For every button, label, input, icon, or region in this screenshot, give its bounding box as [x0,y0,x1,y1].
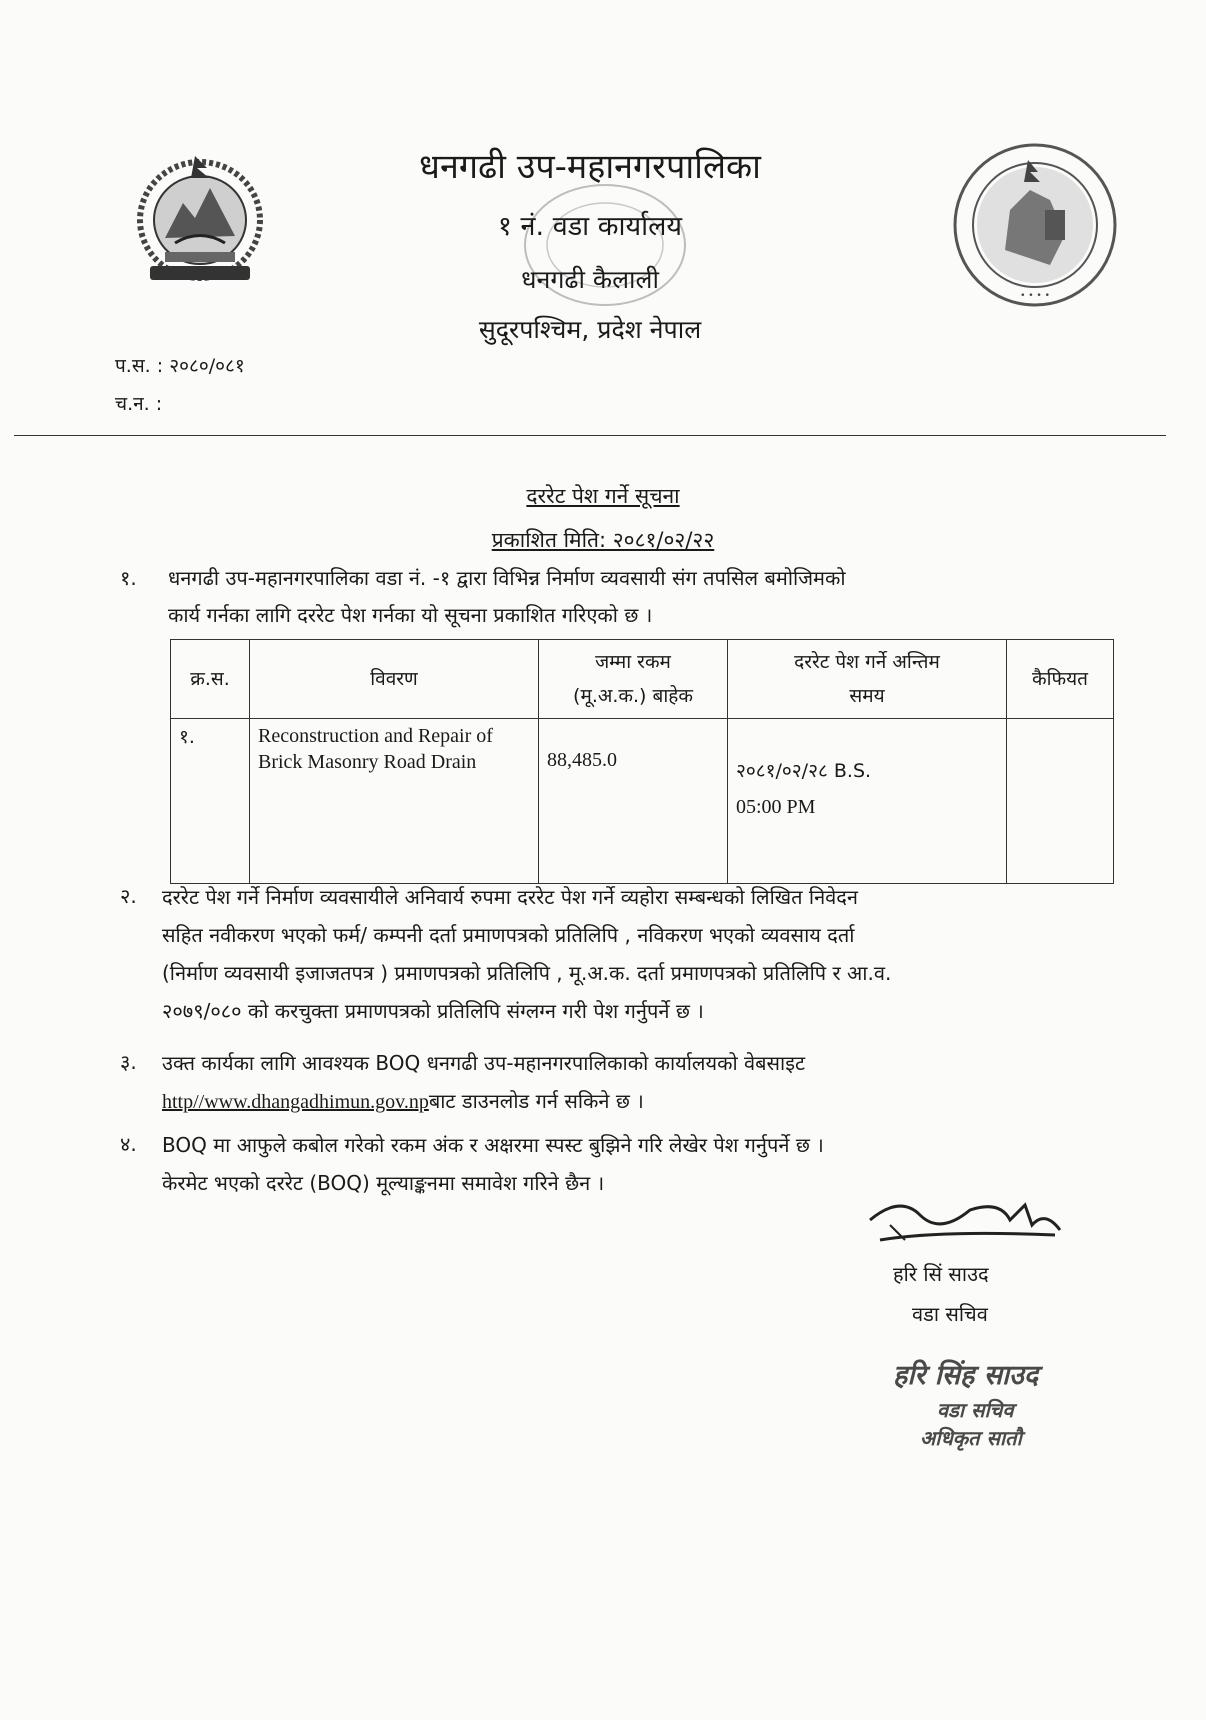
paragraph-number: ३. [120,1050,137,1074]
col-header-deadline-line: दररेट पेश गर्ने अन्तिम [794,651,940,673]
paragraph-1 [120,560,1110,640]
signatory-designation: वडा सचिव [912,1302,988,1326]
table-header-row [171,640,1114,719]
municipality-seal [950,140,1120,310]
published-date: प्रकाशित मिति: २०८१/०२/२२ [491,528,715,552]
tender-table [170,639,1114,884]
col-header-amount [539,640,728,719]
cell-description [250,719,539,884]
official-stamp-name: हरि सिंह साउद [893,1360,1039,1391]
paragraph-number: ४. [120,1132,137,1156]
office-name: १ नं. वडा कार्यालय [497,211,683,242]
cell-amount: 88,485.0 [539,719,728,884]
paragraph-line: कार्य गर्नका लागि दररेट पेश गर्नका यो सूचना प्रकाशित गरिएको छ । [168,603,653,627]
cell-description-line: Reconstruction and Repair of [258,725,493,747]
dispatch-number: च.न. : [115,393,163,415]
nepal-government-emblem [125,148,275,288]
header-divider [14,435,1166,436]
paragraph-line: सहित नवीकरण भएको फर्म/ कम्पनी दर्ता प्रमाणपत्रको प्रतिलिपि , नविकरण भएको व्यवसाय दर्ता [162,923,855,947]
paragraph-number: १. [120,566,137,590]
cell-deadline-date: २०८१/०२/२८ B.S. [736,760,872,782]
paragraph-line: २०७९/०८० को करचुक्ता प्रमाणपत्रको प्रतिलिपि संग्लग्न गरी पेश गर्नुपर्ने छ । [162,999,704,1023]
office-province: सुदूरपश्चिम, प्रदेश नेपाल [478,315,702,344]
col-header-description: विवरण [250,640,539,719]
table-row [171,719,1114,884]
paragraph-text [162,1044,1112,1121]
col-header-remarks: कैफियत [1007,640,1114,719]
cell-deadline [728,719,1007,884]
paragraph-line: (निर्माण व्यवसायी इजाजतपत्र ) प्रमाणपत्रको प्रतिलिपि , मू.अ.क. दर्ता प्रमाणपत्रको प्रतिलिपि र आ.व. [162,961,892,985]
cell-remarks [1007,719,1114,884]
col-header-amount-line: (मू.अ.क.) बाहेक [573,685,693,707]
paragraph-line: केरमेट भएको दररेट (BOQ) मूल्याङ्कनमा समावेश गरिने छैन । [162,1171,605,1195]
official-stamp-designation: वडा सचिव [937,1398,1014,1422]
paragraph-2 [120,878,1110,1028]
official-stamp-rank: अधिकृत सातौ [920,1426,1022,1450]
paragraph-3 [120,1044,1110,1120]
municipality-title: धनगढी उप-महानगरपालिका [419,147,761,187]
paragraph-line [162,1082,1112,1121]
reference-number: प.स. : २०८०/०८१ [115,355,245,377]
paragraph-text [168,560,1113,634]
office-location: धनगढी कैलाली [521,265,659,294]
col-header-amount-line: जम्मा रकम [595,651,671,673]
cell-description-line: Brick Masonry Road Drain [258,751,477,773]
paragraph-text [162,878,1112,1030]
col-header-sn: क्र.स. [171,640,250,719]
col-header-deadline [728,640,1007,719]
handwritten-signature [860,1190,1070,1260]
paragraph-line-rest: बाट डाउनलोड गर्न सकिने छ । [428,1089,644,1113]
paragraph-line: धनगढी उप-महानगरपालिका वडा नं. -१ द्वारा विभिन्न निर्माण व्यवसायी संग तपसिल बमोजिमको [168,566,846,590]
paragraph-line: BOQ मा आफुले कबोल गरेको रकम अंक र अक्षरमा स्पस्ट बुझिने गरि लेखेर पेश गर्नुपर्ने छ । [162,1133,824,1157]
cell-sn: १. [171,719,250,884]
signatory-name: हरि सिं साउद [893,1262,989,1286]
col-header-deadline-line: समय [849,685,885,707]
notice-title: दररेट पेश गर्ने सूचना [526,484,680,508]
website-link[interactable]: http//www.dhangadhimun.gov.np [162,1091,429,1113]
cell-deadline-time: 05:00 PM [736,796,816,818]
paragraph-line: दररेट पेश गर्ने निर्माण व्यवसायीले अनिवार्य रुपमा दररेट पेश गर्ने व्यहोरा सम्बन्धको लिखित निवेदन [162,885,859,909]
paragraph-line: उक्त कार्यका लागि आवश्यक BOQ धनगढी उप-महानगरपालिकाको कार्यालयको वेबसाइट [162,1051,806,1075]
paragraph-number: २. [120,884,137,908]
svg-text:• • • •: • • • • [1020,291,1050,301]
